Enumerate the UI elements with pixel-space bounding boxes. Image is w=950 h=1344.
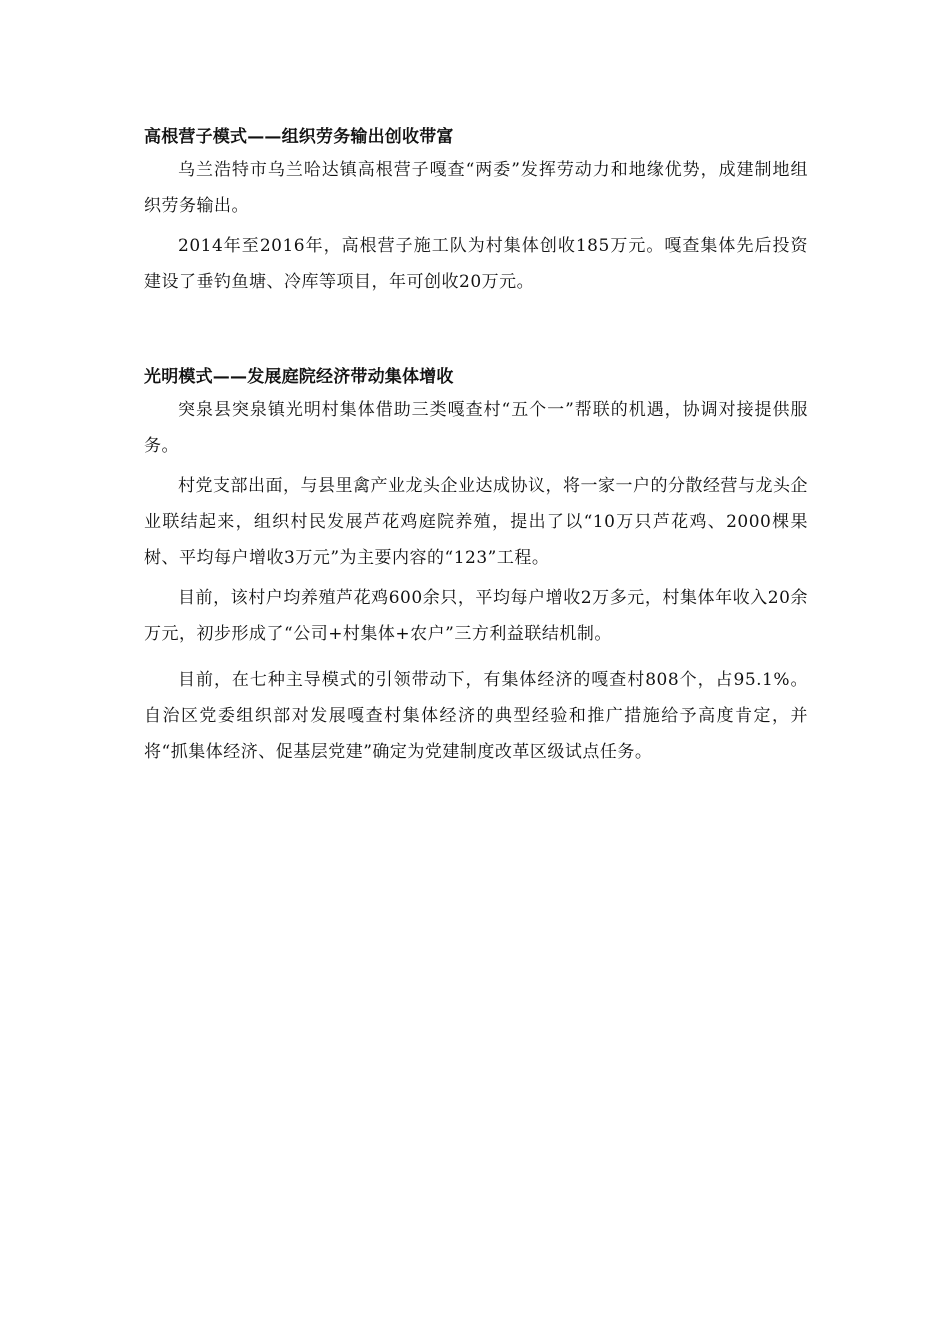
summary-section xyxy=(144,662,808,770)
section-title: 高根营子模式——组织劳务输出创收带富 xyxy=(144,127,454,147)
section-guangming xyxy=(144,362,808,652)
section-title: 光明模式——发展庭院经济带动集体增收 xyxy=(144,367,454,387)
paragraph: 突泉县突泉镇光明村集体借助三类嘎查村“五个一”帮联的机遇，协调对接提供服务。 xyxy=(144,400,808,456)
paragraph: 2014年至2016年，高根营子施工队为村集体创收185万元。嘎查集体先后投资建设了垂钓鱼塘、冷库等项目，年可创收20万元。 xyxy=(144,236,808,292)
paragraph: 目前，该村户均养殖芦花鸡600余只，平均每户增收2万多元，村集体年收入20余万元，初步形成了“公司+村集体+农户”三方利益联结机制。 xyxy=(144,588,808,644)
document-body xyxy=(144,122,808,774)
paragraph: 村党支部出面，与县里禽产业龙头企业达成协议，将一家一户的分散经营与龙头企业联结起来，组织村民发展芦花鸡庭院养殖，提出了以“10万只芦花鸡、2000棵果树、平均每户增收3万元”为主要内容的“123”工程。 xyxy=(144,476,808,568)
summary-paragraph: 目前，在七种主导模式的引领带动下，有集体经济的嘎查村808个，占95.1%。自治区党委组织部对发展嘎查村集体经济的典型经验和推广措施给予高度肯定，并将“抓集体经济、促基层党建”确定为党建制度改革区级试点任务。 xyxy=(144,670,808,762)
section-gaogenyingzi xyxy=(144,122,808,300)
paragraph: 乌兰浩特市乌兰哈达镇高根营子嘎查“两委”发挥劳动力和地缘优势，成建制地组织劳务输出。 xyxy=(144,160,808,216)
